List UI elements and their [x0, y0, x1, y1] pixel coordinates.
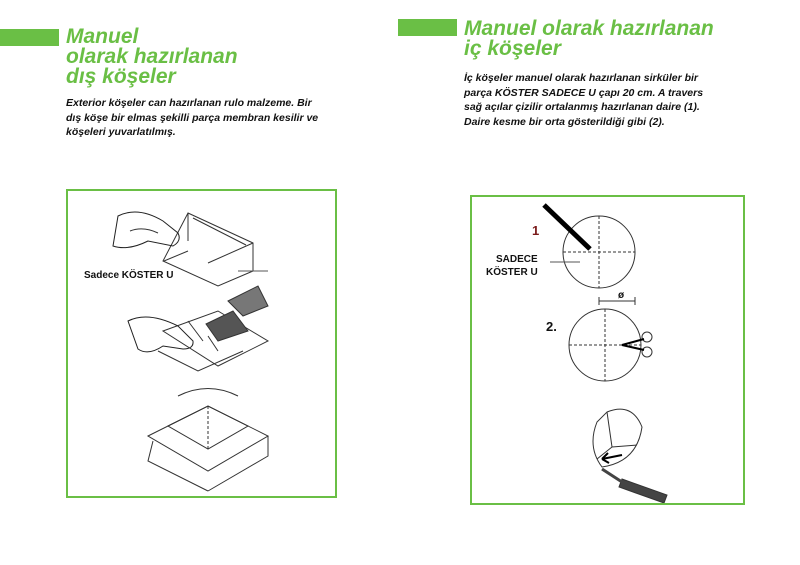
right-accent-bar: [398, 19, 457, 36]
left-figure-frame: [66, 189, 337, 498]
right-figure-frame: [470, 195, 745, 505]
step-two-number: 2.: [546, 319, 557, 334]
outer-corner-illustration: [68, 191, 335, 496]
right-body-text: İç köşeler manuel olarak hazırlanan sirküler bir parça KÖSTER SADECE U çapı 20 cm. A travers sağ açılar çizilir ortalanmış hazırlanan daire (1). Daire kesme bir orta gösterildiği gibi (2).: [464, 72, 704, 128]
right-title: Manuel olarak hazırlanan iç köşeler: [464, 17, 714, 60]
inner-corner-illustration: [472, 197, 743, 503]
step-three-corner-drawing: [593, 409, 667, 503]
diameter-symbol: ø: [618, 290, 625, 301]
step-three-drawing: [148, 389, 268, 492]
left-title: Manuel olarak hazırlanan dış köşeler: [66, 25, 238, 88]
step-two-circle-drawing: [569, 309, 652, 381]
diameter-marker: [599, 297, 635, 305]
left-accent-bar: [0, 29, 59, 46]
step-one-circle-drawing: [544, 205, 635, 288]
step-one-number: 1: [532, 223, 540, 238]
right-figure-label: SADECE KÖSTER U: [486, 254, 538, 278]
step-two-drawing: [128, 286, 268, 371]
left-figure-label: Sadece KÖSTER U: [84, 270, 174, 281]
left-body-text: Exterior köşeler can hazırlanan rulo malzeme. Bir dış köşe bir elmas şekilli parça membran kesilir ve köşeleri yuvarlatılmış.: [66, 97, 319, 138]
